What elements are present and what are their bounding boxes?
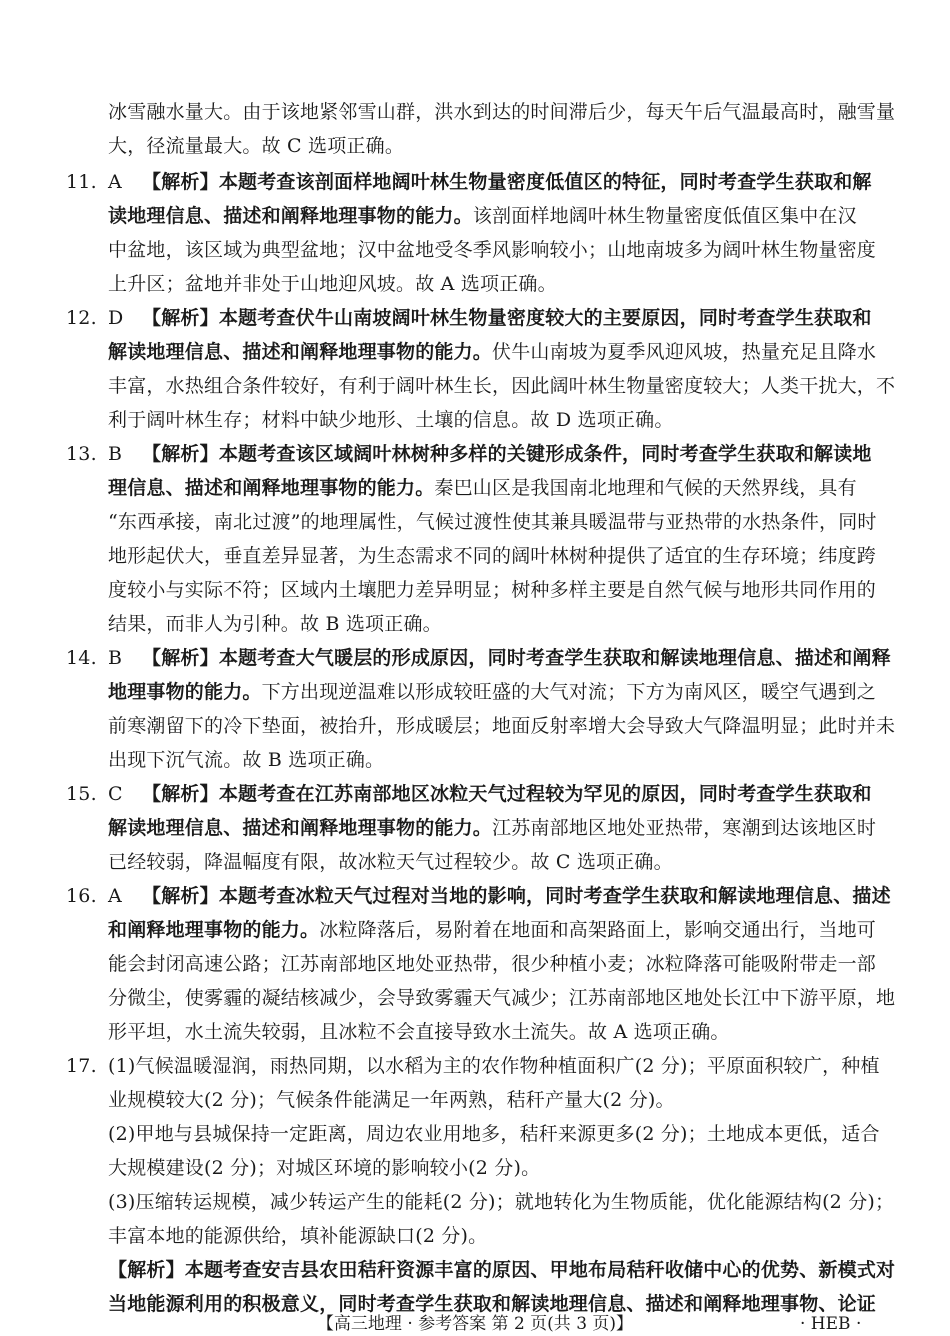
analysis-tag: 【解析】 <box>142 307 219 329</box>
q11-line-1 <box>66 168 872 196</box>
answer-letter: C <box>108 783 123 805</box>
page-footer: 【高三地理 · 参考答案 第 2 页(共 3 页)】 <box>316 1314 634 1334</box>
analysis-text: 解读地理信息、描述和阐释地理事物的能力。 <box>108 341 493 363</box>
analysis-text: 秦巴山区是我国南北地理和气候的天然界线，具有 <box>434 477 857 499</box>
analysis-tag: 【解析】 <box>108 1259 185 1281</box>
question-number: 14. <box>66 647 97 669</box>
answer-letter: B <box>108 647 123 669</box>
intro-line: 大，径流量最大。故 C 选项正确。 <box>108 135 405 157</box>
question-number: 15. <box>66 783 97 805</box>
analysis-text: 读地理信息、描述和阐释地理事物的能力。 <box>108 205 473 227</box>
analysis-text: 本题考查大气暖层的形成原因，同时考查学生获取和解读地理信息、描述和阐释 <box>218 647 891 669</box>
q13-line-6: 结果，而非人为引种。故 B 选项正确。 <box>108 613 442 635</box>
q12-line-1 <box>66 304 872 332</box>
analysis-tag: 【解析】 <box>142 171 219 193</box>
answer-part-1: (1)气候温暖湿润，雨热同期，以水稻为主的农作物种植面积广(2 分)；平原面积较广，种植 <box>108 1055 880 1077</box>
q15-line-1 <box>66 780 872 808</box>
q15-line-3: 已经较弱，降温幅度有限，故冰粒天气过程较少。故 C 选项正确。 <box>108 851 673 873</box>
answer-letter: B <box>108 443 123 465</box>
analysis-text: 理信息、描述和阐释地理事物的能力。 <box>108 477 435 499</box>
question-number: 11. <box>66 171 97 193</box>
question-number: 16. <box>66 885 97 907</box>
analysis-text: 本题考查在江苏南部地区冰粒天气过程较为罕见的原因，同时考查学生获取和 <box>218 783 872 805</box>
question-number: 17. <box>66 1055 97 1077</box>
analysis-text: 伏牛山南坡为夏季风迎风坡，热量充足且降水 <box>492 341 877 363</box>
q16-line-1 <box>66 882 891 910</box>
analysis-text: 地理事物的能力。 <box>108 681 262 703</box>
q13-line-3: “东西承接，南北过渡”的地理属性，气候过渡性使其兼具暖温带与亚热带的水热条件，同时 <box>108 511 877 533</box>
answer-letter: D <box>108 307 124 329</box>
q11-line-4: 上升区；盆地并非处于山地迎风坡。故 A 选项正确。 <box>108 273 557 295</box>
analysis-tag: 【解析】 <box>142 885 219 907</box>
answer-letter: A <box>108 885 122 907</box>
analysis-text: 江苏南部地区地处亚热带，寒潮到达该地区时 <box>492 817 877 839</box>
q14-line-1 <box>66 644 891 672</box>
q17-line-1 <box>66 1052 880 1080</box>
q16-line-5: 形平坦，水土流失较弱，且冰粒不会直接导致水土流失。故 A 选项正确。 <box>108 1021 730 1043</box>
intro-line: 冰雪融水量大。由于该地紧邻雪山群，洪水到达的时间滞后少，每天午后气温最高时，融雪量 <box>108 101 896 123</box>
q13-line-5: 度较小与实际不符；区域内土壤肥力差异明显；树种多样主要是自然气候与地形共同作用的 <box>108 579 877 601</box>
q17-line-2: 业规模较大(2 分)；气候条件能满足一年两熟，秸秆产量大(2 分)。 <box>108 1089 675 1111</box>
analysis-text: 该剖面样地阔叶林生物量密度低值区集中在汉 <box>472 205 857 227</box>
analysis-tag: 【解析】 <box>142 443 219 465</box>
q14-line-4: 出现下沉气流。故 B 选项正确。 <box>108 749 385 771</box>
analysis-text: 当地能源利用的积极意义，同时考查学生获取和解读地理信息、描述和阐释地理事物、论证 <box>108 1293 877 1315</box>
answer-letter: A <box>108 171 122 193</box>
analysis-tag: 【解析】 <box>142 647 219 669</box>
q17-analysis-line-1 <box>108 1256 895 1284</box>
analysis-text: 和阐释地理事物的能力。 <box>108 919 320 941</box>
q12-line-4: 利于阔叶林生存；材料中缺少地形、土壤的信息。故 D 选项正确。 <box>108 409 674 431</box>
q16-line-4: 分微尘，使雾霾的凝结核减少，会导致雾霾天气减少；江苏南部地区地处长江中下游平原，地 <box>108 987 896 1009</box>
answer-part-2: (2)甲地与县城保持一定距离，周边农业用地多，秸秆来源更多(2 分)；土地成本更低，适合 <box>108 1123 880 1145</box>
q17-line-6: 丰富本地的能源供给，填补能源缺口(2 分)。 <box>108 1225 488 1247</box>
question-number: 13. <box>66 443 97 465</box>
q16-line-3: 能会封闭高速公路；江苏南部地区地处亚热带，很少种植小麦；冰粒降落可能吸附带走一部 <box>108 953 877 975</box>
q14-line-2 <box>108 678 876 706</box>
q11-line-3: 中盆地，该区域为典型盆地；汉中盆地受冬季风影响较小；山地南坡多为阔叶林生物量密度 <box>108 239 877 261</box>
analysis-tag: 【解析】 <box>142 783 219 805</box>
q17-line-4: 大规模建设(2 分)；对城区环境的影响较小(2 分)。 <box>108 1157 541 1179</box>
question-number: 12. <box>66 307 97 329</box>
analysis-text: 本题考查伏牛山南坡阔叶林生物量密度较大的主要原因，同时考查学生获取和 <box>218 307 872 329</box>
q14-line-3: 前寒潮留下的冷下垫面，被抬升，形成暖层；地面反射率增大会导致大气降温明显；此时并未 <box>108 715 896 737</box>
analysis-text: 本题考查该剖面样地阔叶林生物量密度低值区的特征，同时考查学生获取和解 <box>218 171 872 193</box>
q11-line-2 <box>108 202 857 230</box>
q13-line-1 <box>66 440 872 468</box>
analysis-text: 下方出现逆温难以形成较旺盛的大气对流；下方为南风区，暖空气遇到之 <box>261 681 877 703</box>
answer-part-3: (3)压缩转运规模，减少转运产生的能耗(2 分)；就地转化为生物质能，优化能源结构(2 分)； <box>108 1191 895 1213</box>
q13-line-4: 地形起伏大，垂直差异显著，为生态需求不同的阔叶林树种提供了适宜的生存环境；纬度跨 <box>108 545 877 567</box>
q12-line-3: 丰富，水热组合条件较好，有利于阔叶林生长，因此阔叶林生物量密度较大；人类干扰大，不 <box>108 375 896 397</box>
q12-line-2 <box>108 338 876 366</box>
q13-line-2 <box>108 474 857 502</box>
q16-line-2 <box>108 916 876 944</box>
q15-line-2 <box>108 814 876 842</box>
footer-code: · HEB · <box>800 1314 862 1334</box>
analysis-text: 本题考查该区域阔叶林树种多样的关键形成条件，同时考查学生获取和解读地 <box>218 443 872 465</box>
analysis-text: 本题考查安吉县农田秸秆资源丰富的原因、甲地布局秸秆收储中心的优势、新模式对 <box>184 1259 896 1281</box>
analysis-text: 解读地理信息、描述和阐释地理事物的能力。 <box>108 817 493 839</box>
analysis-text: 本题考查冰粒天气过程对当地的影响，同时考查学生获取和解读地理信息、描述 <box>218 885 891 907</box>
analysis-text: 冰粒降落后，易附着在地面和高架路面上，影响交通出行，当地可 <box>319 919 877 941</box>
